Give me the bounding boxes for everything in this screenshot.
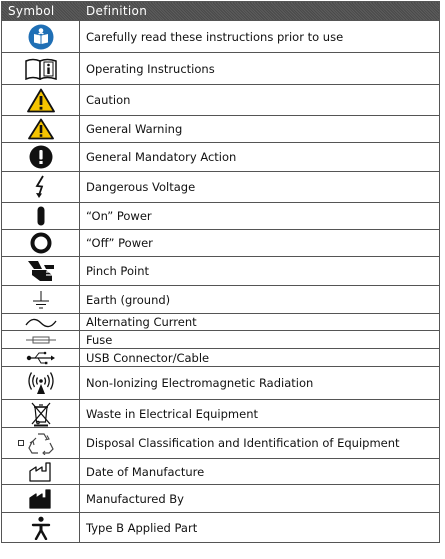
dangerous-voltage-icon [34,175,48,199]
operating-instructions-icon [24,58,58,80]
table-row [2,428,440,459]
caution-icon [27,88,55,113]
date-of-manufacture-icon [28,462,54,482]
table-row [2,85,440,116]
pinch-point-icon [26,259,56,283]
symbol-definition-table [1,1,440,543]
definition-text: Earth (ground) [80,286,440,314]
earth-ground-icon [31,290,51,310]
table-row [2,513,440,543]
definition-text: “On” Power [80,203,440,230]
table-row [2,400,440,428]
usb-icon [26,351,56,365]
definition-text: Manufactured By [80,485,440,513]
general-warning-icon [28,118,54,140]
table-row [2,143,440,172]
manufacturer-icon [28,489,54,509]
non-ionizing-radiation-icon [27,370,55,396]
definition-text: Caution [80,85,440,116]
definition-text: Type B Applied Part [80,513,440,543]
recycling-icon [28,431,54,455]
table-row [2,286,440,314]
definition-text: Waste in Electrical Equipment [80,400,440,428]
definition-text: Pinch Point [80,257,440,286]
definition-text: Date of Manufacture [80,459,440,485]
table-row [2,349,440,367]
table-row [2,172,440,203]
table-row [2,331,440,349]
bullet-square [18,440,24,446]
table-row [2,53,440,85]
definition-text: Disposal Classification and Identification of Equipment [80,428,440,459]
table-row [2,203,440,230]
alternating-current-icon [25,317,57,329]
power-on-icon [37,206,45,226]
definition-column-header: Definition [80,2,440,21]
type-b-applied-part-icon [31,516,51,540]
table-row [2,257,440,286]
table-row [2,116,440,143]
definition-text: Fuse [80,331,440,349]
table-row [2,21,440,53]
read-instructions-icon [28,24,54,50]
definition-text: Carefully read these instructions prior to use [80,21,440,53]
fuse-icon [25,335,57,345]
definition-text: Dangerous Voltage [80,172,440,203]
definition-text: Alternating Current [80,314,440,331]
table-row [2,314,440,331]
table-row [2,367,440,400]
definition-text: General Warning [80,116,440,143]
table-row [2,230,440,257]
definition-text: Operating Instructions [80,53,440,85]
table-row [2,459,440,485]
weee-bin-icon [30,401,52,427]
mandatory-action-icon [29,145,53,169]
definition-text: “Off” Power [80,230,440,257]
definition-text: Non-Ionizing Electromagnetic Radiation [80,367,440,400]
table-header-row [2,2,440,21]
definition-text: General Mandatory Action [80,143,440,172]
symbol-column-header: Symbol [2,2,80,21]
power-off-icon [30,232,52,254]
table-row [2,485,440,513]
definition-text: USB Connector/Cable [80,349,440,367]
